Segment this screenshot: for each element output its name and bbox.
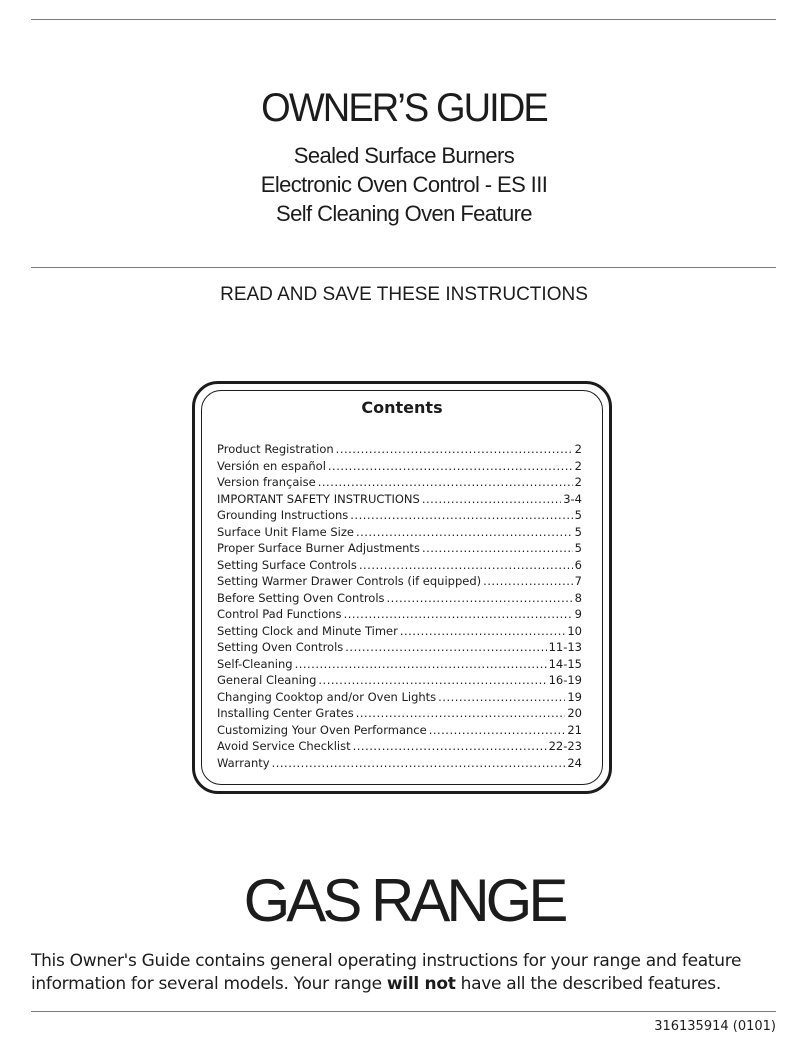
dot-leader xyxy=(400,623,566,640)
contents-item xyxy=(217,606,582,623)
contents-item xyxy=(217,623,582,640)
contents-item-label: Installing Center Grates xyxy=(217,706,354,720)
contents-item xyxy=(217,755,582,772)
contents-item-page: 24 xyxy=(567,755,582,770)
dot-leader xyxy=(422,491,561,508)
contents-item-label: IMPORTANT SAFETY INSTRUCTIONS xyxy=(217,491,420,506)
contents-item-page: 9 xyxy=(574,607,582,621)
dot-leader xyxy=(483,573,573,590)
document-number: 316135914 (0101) xyxy=(654,1019,776,1034)
product-name: GAS RANGE xyxy=(243,867,565,934)
contents-item-page: 7 xyxy=(574,574,582,588)
contents-item xyxy=(217,507,582,524)
subtitle-line: Electronic Oven Control - ES III xyxy=(260,172,548,197)
contents-item-label: Self-Cleaning xyxy=(217,656,293,671)
dot-leader xyxy=(295,656,547,673)
dot-leader xyxy=(438,689,565,706)
contents-item-label: Surface Unit Flame Size xyxy=(217,524,354,539)
subtitle-block xyxy=(0,141,808,228)
contents-item-page: 22-23 xyxy=(548,739,582,753)
contents-item-label: Grounding Instructions xyxy=(217,508,349,522)
contents-item-page: 5 xyxy=(574,524,582,539)
contents-item-page: 2 xyxy=(574,458,582,473)
contents-item xyxy=(217,557,582,574)
dot-leader xyxy=(387,590,573,607)
guide-note xyxy=(31,950,781,996)
note-text: This Owner's Guide contains general operating instructions for your range and feature information for several models. Your range xyxy=(31,951,742,994)
dot-leader xyxy=(422,540,573,557)
bottom-rule xyxy=(31,1011,776,1012)
dot-leader xyxy=(318,672,546,689)
contents-item-page: 2 xyxy=(574,442,582,456)
dot-leader xyxy=(272,755,566,772)
dot-leader xyxy=(318,474,573,491)
contents-item-label: Before Setting Oven Controls xyxy=(217,590,385,605)
contents-item-label: General Cleaning xyxy=(217,673,317,687)
contents-item xyxy=(217,540,582,557)
contents-item xyxy=(217,738,582,755)
contents-item-page: 8 xyxy=(574,590,582,605)
contents-item xyxy=(217,705,582,722)
contents-item-label: Setting Oven Controls xyxy=(217,640,344,654)
subtitle-line: Self Cleaning Oven Feature xyxy=(276,201,532,226)
contents-item-page: 20 xyxy=(567,706,582,720)
contents-item-label: Version française xyxy=(217,475,316,489)
contents-item xyxy=(217,458,582,475)
contents-item-label: Avoid Service Checklist xyxy=(217,739,351,753)
contents-item-page: 14-15 xyxy=(548,656,582,671)
dot-leader xyxy=(345,639,546,656)
contents-item-page: 10 xyxy=(567,623,582,638)
dot-leader xyxy=(359,557,573,574)
contents-item-page: 5 xyxy=(574,541,582,555)
contents-item-page: 16-19 xyxy=(548,673,582,687)
contents-item-page: 2 xyxy=(574,475,582,489)
dot-leader xyxy=(429,722,566,739)
contents-item-label: Changing Cooktop and/or Oven Lights xyxy=(217,689,437,704)
dot-leader xyxy=(328,458,573,475)
note-text-end: have all the described features. xyxy=(455,974,721,994)
contents-list xyxy=(217,441,582,771)
contents-item xyxy=(217,491,582,508)
contents-item xyxy=(217,672,582,689)
top-rule xyxy=(31,19,776,20)
contents-item xyxy=(217,441,582,458)
dot-leader xyxy=(353,738,547,755)
read-save-notice: READ AND SAVE THESE INSTRUCTIONS xyxy=(220,284,588,305)
contents-item xyxy=(217,639,582,656)
contents-item-page: 6 xyxy=(574,557,582,572)
contents-item-label: Control Pad Functions xyxy=(217,607,342,621)
contents-item xyxy=(217,722,582,739)
contents-heading: Contents xyxy=(361,398,443,417)
contents-item xyxy=(217,590,582,607)
dot-leader xyxy=(356,705,566,722)
contents-item-page: 21 xyxy=(567,722,582,737)
dot-leader xyxy=(336,441,573,458)
dot-leader xyxy=(344,606,573,623)
contents-item-label: Setting Surface Controls xyxy=(217,557,357,572)
subtitle-line: Sealed Surface Burners xyxy=(293,143,515,168)
contents-item-page: 3-4 xyxy=(563,491,582,506)
page-title: OWNER’S GUIDE xyxy=(261,86,547,130)
contents-item-label: Setting Clock and Minute Timer xyxy=(217,623,398,638)
contents-item-label: Versión en español xyxy=(217,458,326,473)
contents-item xyxy=(217,689,582,706)
contents-item-label: Customizing Your Oven Performance xyxy=(217,722,427,737)
contents-item xyxy=(217,573,582,590)
dot-leader xyxy=(350,507,572,524)
contents-item-label: Warranty xyxy=(217,755,270,770)
contents-item xyxy=(217,524,582,541)
note-emphasis: will not xyxy=(386,974,456,994)
dot-leader xyxy=(356,524,573,541)
contents-item-label: Proper Surface Burner Adjustments xyxy=(217,541,420,555)
contents-item-page: 5 xyxy=(574,508,582,522)
contents-item xyxy=(217,474,582,491)
contents-item xyxy=(217,656,582,673)
contents-box xyxy=(192,381,612,794)
contents-item-label: Product Registration xyxy=(217,442,334,456)
contents-item-label: Setting Warmer Drawer Controls (if equipped) xyxy=(217,574,482,588)
contents-item-page: 19 xyxy=(567,689,582,704)
contents-item-page: 11-13 xyxy=(548,640,582,654)
middle-rule xyxy=(31,267,776,268)
